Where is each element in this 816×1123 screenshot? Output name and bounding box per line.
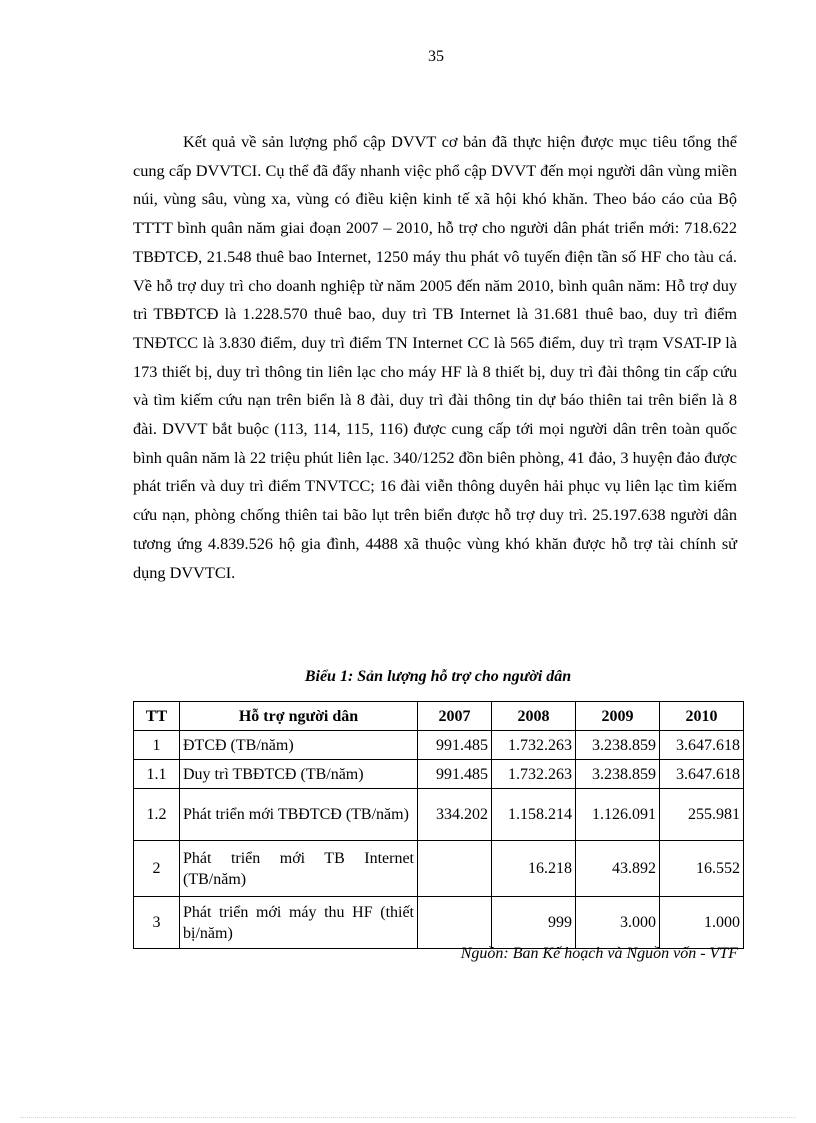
table-row — [134, 760, 744, 789]
table-row — [134, 731, 744, 760]
row-label: ĐTCĐ (TB/năm) — [180, 731, 418, 760]
cell-2010: 16.552 — [660, 841, 744, 897]
row-tt: 1.2 — [134, 789, 180, 841]
cell-2010: 1.000 — [660, 897, 744, 949]
body-paragraph: Kết quả về sản lượng phổ cập DVVT cơ bản đã thực hiện được mục tiêu tổng thể cung cấp DVVTCI. Cụ thể đã đẩy nhanh việc phổ cập DVVT đến mọi người dân vùng miền núi, vùng sâu, vùng xa, vùng có điều kiện kinh tế xã hội khó khăn. Theo báo cáo của Bộ TTTT bình quân năm giai đoạn 2007 – 2010, hỗ trợ cho người dân phát triển mới: 718.622 TBĐTCĐ, 21.548 thuê bao Internet, 1250 máy thu phát vô tuyến điện tần số HF cho tàu cá. Về hỗ trợ duy trì cho doanh nghiệp từ năm 2005 đến năm 2010, bình quân năm: Hỗ trợ duy trì TBĐTCĐ là 1.228.570 thuê bao, duy trì TB Internet là 31.681 thuê bao, duy trì điểm TNĐTCC là 3.830 điểm, duy trì điểm TN Internet CC là 565 điểm, duy trì trạm VSAT-IP là 173 thiết bị, duy trì thông tin liên lạc cho máy HF là 8 thiết bị, duy trì đài thông tin cấp cứu và tìm kiếm cứu nạn trên biển là 8 đài, duy trì đài thông tin dự báo thiên tai trên biển là 8 đài. DVVT bắt buộc (113, 114, 115, 116) được cung cấp tới mọi người dân trên toàn quốc bình quân năm là 22 triệu phút liên lạc. 340/1252 đồn biên phòng, 41 đảo, 3 huyện đảo được phát triển và duy trì điểm TNVTCC; 16 đài viễn thông duyên hải phục vụ liên lạc tìm kiếm cứu nạn, phòng chống thiên tai bão lụt trên biển được hỗ trợ duy trì. 25.197.638 người dân tương ứng 4.839.526 hộ gia đình, 4488 xã thuộc vùng khó khăn được hỗ trợ tài chính sử dụng DVVTCI. — [133, 132, 737, 582]
table-header-row — [134, 702, 744, 731]
header-2010: 2010 — [660, 702, 744, 731]
cell-2009: 3.000 — [576, 897, 660, 949]
page-number: 35 — [428, 48, 444, 65]
row-label: Phát triển mới TB Internet (TB/năm) — [180, 841, 418, 897]
cell-2010: 255.981 — [660, 789, 744, 841]
support-output-table — [133, 701, 744, 949]
table-row — [134, 789, 744, 841]
table-row — [134, 841, 744, 897]
cell-2007: 991.485 — [418, 731, 492, 760]
cell-2007 — [418, 841, 492, 897]
row-label: Phát triển mới máy thu HF (thiết bị/năm) — [180, 897, 418, 949]
cell-2009: 43.892 — [576, 841, 660, 897]
row-label: Duy trì TBĐTCĐ (TB/năm) — [180, 760, 418, 789]
row-tt: 2 — [134, 841, 180, 897]
header-support: Hỗ trợ người dân — [180, 702, 418, 731]
header-2009: 2009 — [576, 702, 660, 731]
header-2007: 2007 — [418, 702, 492, 731]
cell-2008: 16.218 — [492, 841, 576, 897]
row-tt: 3 — [134, 897, 180, 949]
row-label: Phát triển mới TBĐTCĐ (TB/năm) — [180, 789, 418, 841]
cell-2010: 3.647.618 — [660, 731, 744, 760]
cell-2007: 334.202 — [418, 789, 492, 841]
header-2008: 2008 — [492, 702, 576, 731]
cell-2008: 1.158.214 — [492, 789, 576, 841]
cell-2008: 999 — [492, 897, 576, 949]
cell-2010: 3.647.618 — [660, 760, 744, 789]
header-tt: TT — [134, 702, 180, 731]
row-tt: 1 — [134, 731, 180, 760]
cell-2008: 1.732.263 — [492, 731, 576, 760]
cell-2007: 991.485 — [418, 760, 492, 789]
row-tt: 1.1 — [134, 760, 180, 789]
cell-2008: 1.732.263 — [492, 760, 576, 789]
cell-2009: 1.126.091 — [576, 789, 660, 841]
cell-2009: 3.238.859 — [576, 731, 660, 760]
page-bottom-divider — [20, 1117, 796, 1118]
table-source-note: Nguồn: Ban Kế hoạch và Nguồn vốn - VTF — [460, 945, 738, 962]
table-row — [134, 897, 744, 949]
table-caption: Biểu 1: Sản lượng hỗ trợ cho người dân — [304, 668, 572, 685]
cell-2007 — [418, 897, 492, 949]
cell-2009: 3.238.859 — [576, 760, 660, 789]
